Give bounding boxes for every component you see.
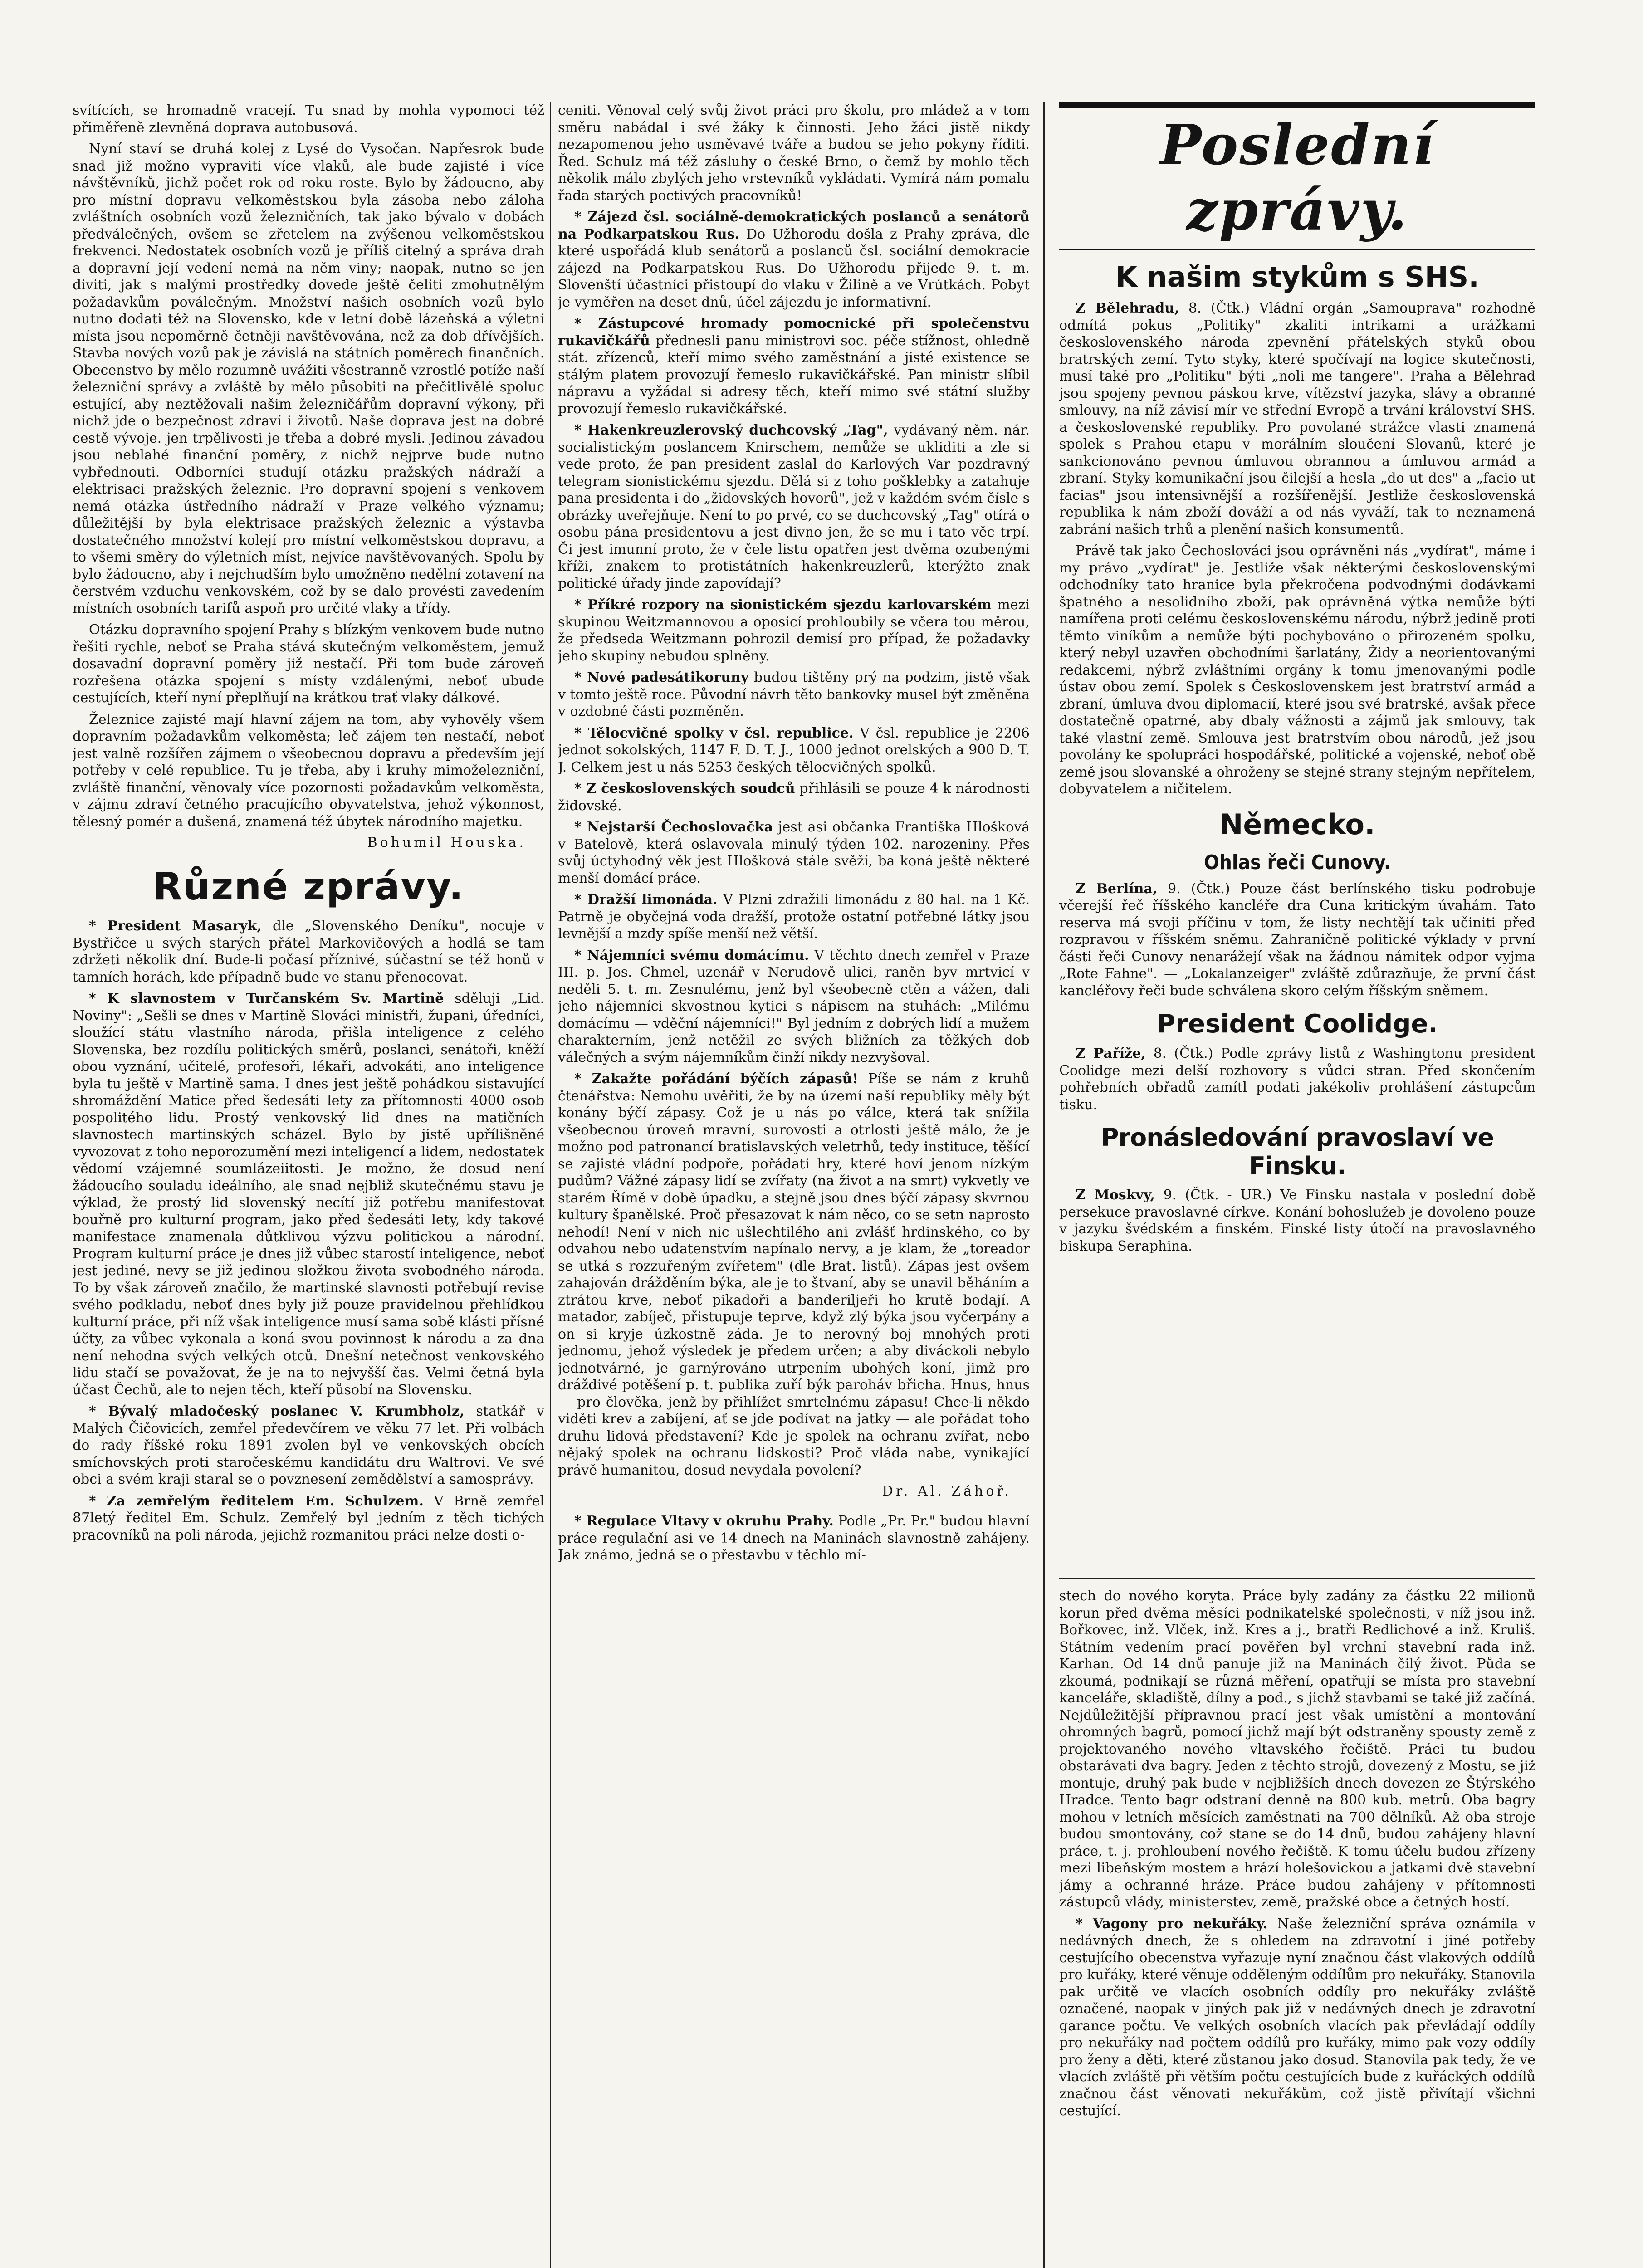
news-body: sděluji „Lid. Noviny": „Sešli se dnes v Martině Slováci ministři, župani, úředníci, sloužící státu vlastního národa, přišla inteligence z celého Slovenska, bez rozdílu politických směrů, poslanci, senátoři, kněží obou vyznání, učitelé, profesoři, lékaři, advokáti, ano inteligence byla tu ještě v Martině sama. I dnes jest ještě pohádkou sistavující shromáždění Matice před šedesáti lety za přítomnosti 4000 osob pospolitého lidu. Prostý venkovský lid dnes na matičních slavnostech martinských scházel. Bylo by jistě upřílišněné vyvozovat z toho neporozumění mezi inteligencí a lidem, nedostatek vědomí vzájemné soumlázeiitosti. Je možno, že dosud není žádoucího souladu ideálního, ale snad nejbliž skutečnému stavu je výklad, že prostý lid slovenský necítí již potřebu manifestovat bouřně pro kulturní program, jako před šedesáti lety, kdy takové manifestace znamenala důtklivou výzvu politickou a národní. Program kulturní práce je dnes již vůbec starostí inteligence, neboť jest jediné, nevy se již jedinou složkou života svobodného národa. To by však zároveň značilo, že martinské slavnosti potřebují revise svého podkladu, neboť dnes byly již pouze pravidelnou přehlídkou kulturní práce, při níž však inteligence musí sama sobě klásti přísné účty, za vůbec vykonala a koná svou povinnost k národu a za dna není nehodna svých velkých otců. Dnešní netečnost venkovského lidu stačí se považovat, že je na to nejvyšší čas. Velmi četná byla účast Čechů, ale to nejen těch, kteří působí na Slovensku. <box>73 991 544 1398</box>
news-body: vydávaný něm. nár. socialistickým poslancem Knirschem, nemůže se ukliditi a zle si vede proto, že pan president zaslal do Karlových Var pozdravný telegram sionistickému sjezdu. Dělá si z toho pošklebky a zatahuje pana presidenta i do „židovských hovorů", jež v každém svém čísle s obrázky uveřejňuje. Není to po prvé, co se duchcovský „Tag" otírá o osobu pána presidentovu a jest divno jen, že se mu i tato věc trpí. Či jest imunní proto, že v čele listu opatřen jest dvěma ozubenými kříži, znakem to protistátních hakenkreuzlerů, kterýžto znak politické úřady jinde zapovídají? <box>558 422 1030 591</box>
news-lead: * Dražší limonáda. <box>574 892 718 908</box>
section-rule <box>1059 1578 1535 1579</box>
author-signature: Bohumil Houska. <box>367 835 526 850</box>
news-item <box>558 891 1030 943</box>
news-item <box>1059 1045 1535 1113</box>
paragraph: Otázku dopravního spojení Prahy s blízkým venkovem bude nutno řešiti rychle, neboť se Praha stává skutečným velkoměstem, jemuž dosavadní dopravní poměry již nestačí. Při tom bude zároveň rozřešena otázka spojení s místy vzdálenými, neboť ubude cestujících, kteří nyní přeplňují na krátkou trať vlaky dálkové. <box>73 622 544 706</box>
column-rule-1 <box>550 102 551 2268</box>
news-lead: * Zakažte pořádání býčích zápasů! <box>574 1071 858 1087</box>
news-lead: * Nájemníci svému domácímu. <box>574 947 809 963</box>
news-item <box>558 1513 1030 1564</box>
column-rule-2 <box>1043 102 1045 2268</box>
news-item <box>73 990 544 1398</box>
news-body: Píše se nám z kruhů čtenářstva: Nemohu uvěřiti, že by na území naší republiky měly být konány býčí zápasy. Což je u nás po válce, která tak snížila všeobecnou úroveň mravní, surovosti a otrlosti ještě málo, že je možno pod patronancí bratislavských veletrhů, tedy instituce, těšící se zajisté vládní podpoře, pořádati hry, které hoví jenom nízkým pudům? Vážné zápasy lidí se zvířaty (na život a na smrt) vykvetly ve starém Římě v době úpadku, a stejně jsou dnes býčí zápasy skvrnou kultury španělské. Proč přesazovat k nám něco, co se setn naprosto nehodí! Není v nich nic ušlechtilého ani zvlášť hrdinského, co by odvahou nebo udatenstvím napínalo nervy, a je klam, že „toreador se utká s rozzuřeným zvířetem" (dle Brat. listů). Zápas jest ovšem zahajován drážděním býka, ale je to štvaní, aby se unavil běháním a ztrátou krve, neboť pikadoři a banderiljeři ho krutě bodají. A matador, zabíječ, přistupuje teprve, když zlý býka jsou vyčerpány a on si kryje úzkostně záda. Je to nerovný boj mnohých proti jednomu, jehož výsledek je předem určen; a aby diváckoli nebylo jednotvárné, je garnýrováno utrpením ubohých koní, jimž pro dráždivé potěšení p. t. publika zuří býk paroháv břicha. Hnus, hnus — pro člověka, jenž by přihlížet smrtelnému zápasu! Chce-li někdo viděti krev a zabíjení, ať se jde podívat na jatky — ale pořádat toho druhu lidová představení? Kde je spolek na ochranu zvířat, nebo nějaký spolek na ochranu lidskosti? Proč vláda nabe, vynikající právě humanitou, dosud nevydala povolení? <box>558 1071 1030 1478</box>
news-body: Do Užhorodu došla z Prahy zpráva, dle které uspořádá klub senátorů a poslanců čsl. sociální demokracie zájezd na Podkarpatskou Rus. Do Užhorodu přijede 9. t. m. Slovenští účastníci přistoupí do vlaku v Žilině a ve Vrútkách. Pobyt je vyměřen na deset dnů, účel zájezdu je informativní. <box>558 226 1030 310</box>
news-item <box>1059 880 1535 1000</box>
latest-news-title: Poslední zprávy. <box>1159 112 1435 243</box>
news-body: 9. (Čtk. - UR.) Ve Finsku nastala v poslední době persekuce pravoslavné církve. Konání bohoslužeb je dovoleno pouze v jazyku švédském a finském. Finské listy útočí na pravoslavného biskupa Seraphina. <box>1059 1187 1535 1254</box>
news-lead: * Tělocvičné spolky v čsl. republice. <box>574 725 854 741</box>
news-item <box>558 209 1030 311</box>
author-signature: Dr. Al. Záhoř. <box>882 1483 1012 1499</box>
news-lead: * Bývalý mladočeský poslanec V. Krumbholz, <box>89 1403 465 1419</box>
section-title: Různé zprávy. <box>152 864 465 909</box>
news-item <box>558 669 1030 720</box>
article-title: Německo. <box>1219 807 1375 841</box>
paragraph: svítících, se hromadně vracejí. Tu snad by mohla vypomoci též přiměřeně zlevněná doprava autobusová. <box>73 103 544 136</box>
news-item <box>1059 1187 1535 1255</box>
news-lead: Z Moskvy, <box>1076 1187 1155 1203</box>
news-item <box>558 315 1030 417</box>
paragraph: stech do nového koryta. Práce byly zadány za částku 22 milionů korun před dvěma měsíci podnikatelské společnosti, v níž jsou inž. Bořkovec, inž. Vlček, inž. Kres a j., bratři Redlichové a inž. Kruliš. Státním vedením prací pověřen byl vrchní stavební rada inž. Karhan. Od 14 dnů panuje již na Maninách čilý život. Půda se zkoumá, podnikají se různá měření, opatřují se místa pro stavební kanceláře, skladiště, dílny a pod., s jichž stavbami se také již začíná. Nejdůležitější přípravnou prací jest však umístění a montování ohromných bagrů, pomocí jichž mají být odstraněny spousty země z projektovaného nového vltavského řečiště. Práci tu budou obstarávati dva bagry. Jeden z těchto strojů, dovezený z Mostu, se již montuje, druhý pak bude v nejbližších dnech dovezen ze Štýrského Hradce. Tento bagr odstraní denně na 800 kub. metrů. Oba bagry mohou v letních měsících zaměstnati na 700 dělníků. Až oba stroje budou smontovány, což stane se do 14 dnů, budou zahájeny hlavní práce, t. j. prohloubení nového řečiště. K tomu účelu budou zřízeny mezi libeňským mostem a hrází holešovickou a jatkami dvě stavební jámy a ochranné hráze. Práce budou zahájeny v přítomnosti zástupců vlády, ministerstev, země, pražské obce a četných hostí. <box>1059 1588 1535 1910</box>
news-lead: * Zástupcové hromady pomocnické při společenstvu rukavičkářů <box>558 316 1030 349</box>
paragraph: Nyní staví se druhá kolej z Lysé do Vysočan. Napřesrok bude snad již možno vypraviti více vlaků, ale bude zajisté i více návštěvníků, jichž počet rok od roku roste. Bylo by žádoucno, aby pro místní dopravu velkoměstskou byla zásoba nebo záloha zvláštních osobních vozů železničních, tak jako bývalo v dobách předválečných, ovšem se zřetelem na zvýšenou velkoměstskou frekvenci. Nedostatek osobních vozů je příliš citelný a správa drah a dopravní její vedení nemá na něm viny; naopak, nutno se jen diviti, jak s malými prostředky dovede ještě čeliti zmohutnělým požadavkům poválečným. Množství našich osobních vozů bylo nutno dodati též na Slovensko, kde v letní době lázeňská a výletní místa jsou nepoměrně četněji navštěvována, než za dob dřívějších. Stavba nových vozů pak je závislá na státních poměrech finančních. Obecenstvo by mělo rozumně uvážiti všestranně vzrostlé potíže naší železniční správy a zvláště by mělo působiti na přečitlivělé spoluc estující, aby neztěžovali našim železničářům dopravní výkony, při nichž jde o bezpečnost zdraví i životů. Naše doprava jest na dobré cestě vývoje. jen trpělivosti je třeba a dobré mysli. Jedinou závadou jsou neblahé finanční poměry, z nichž nejprve bude nutno vybřednouti. Odborníci studují otázku pražských nádraží a elektrisaci pražských železnic. Pro dopravní spojení s venkovem nemá otázka ústředního nádraží v Praze velkého významu; důležitější by byla elektrisace pražských železnic a výstavba dostatečného množství kolejí pro místní velkoměstskou dopravu, a to všemi směry do výletních míst, nejvíce navštěvovaných. Spolu by bylo žádoucno, aby i nejchudším bylo umožněno nedělní zotavení na čerstvém vzduchu venkovském, což by se dalo provésti zavedením místních osobních tarifů aspoň pro určité vlaky a třídy. <box>73 141 544 616</box>
news-body: přihlásili se pouze 4 k národnosti židovské. <box>558 781 1030 814</box>
news-body: 8. (Čtk.) Podle zprávy listů z Washingtonu president Coolidge mezi delší rozhovory s vůdci stran. Před skončením pohřebních obřadů zamítl podati jakékoliv prohlášení zástupcům tisku. <box>1059 1046 1535 1113</box>
news-lead: * Za zemřelým ředitelem Em. Schulzem. <box>89 1493 424 1509</box>
news-item <box>558 1070 1030 1479</box>
news-body: Podle „Pr. Pr." budou hlavní práce regulační asi ve 14 dnech na Maninách slavnostně zahájeny. Jak známo, jedná se o přestavbu v těchlo mí- <box>558 1513 1030 1563</box>
news-item <box>558 947 1030 1066</box>
news-body: Naše železniční správa oznámila v nedávných dnech, že s ohledem na zdravotní i jiné potřeby cestujícího obecenstva vyřazuje nyní značnou část vlakových oddílů pro kuřáky, které věnuje odděleným oddílům pro nekuřáky. Stanovila pak určitě ve vlacích osobních oddíly pro nekuřáky zvláště označené, naopak v jiných pak již v nedávných dnech je zdravotní garance počtu. Ve velkých osobních vlacích pak převládají oddíly pro nekuřáky nad počtem oddílů pro kuřáky, mimo pak vozy oddíly pro ženy a děti, které zůstanou jako dosud. Stanovila pak tedy, že ve vlacích zvláště při větším počtu cestujících bude z kuřáckých oddílů značnou část věnovati nekuřákům, což jistě přivítají všichni cestující. <box>1059 1916 1535 2119</box>
paragraph: ceniti. Věnoval celý svůj život práci pro školu, pro mládež a v tom směru nabádal i své žáky k činnosti. Jeho žáci jistě nikdy nezapomenou jeho usměvavé tváře a budou se jeho pokyny říditi. Řed. Schulz má též zásluhy o české Brno, o čemž by mohlo těch několik málo zbylých jeho vrstevníků vykládati. Vymírá nám pomalu řada starých poctivých pracovníků! <box>558 103 1030 204</box>
column-3-continuation <box>1059 1588 1535 2268</box>
news-item <box>558 819 1030 887</box>
paragraph: Právě tak jako Čechoslováci jsou oprávněni nás „vydírat", máme i my právo „vydírat" je. Jestliže však některými československými odchodníky tato hranice byla překročena podvodnými dodávkami špatného a nesolidního zboží, pak oprávněná výtka nemůže býti namířena proti celému československému národu, nýbrž jedině proti těmto viníkům a nemůže býti pochybováno o přirozeném spolku, který nebyl uzavřen obchodními šarlatány, Židy a neorientovanými redakcemi, nýbrž zvláštními orgány k tomu jmenovanými podle ústav obou zemí. Spolek s Československem jest bratrství armád a zbraní, úmluva dvou diplomacií, které jsou své bratrské, avšak přece dostatečně opatrné, aby dbaly vážnosti a zájmů jak smlouvy, tak také vlastní země. Smlouva jest bratrstvím obou národů, jež jsou povolány ke spolupráci hospodářské, politické a vojenské, neboť obě země jsou slovanské a ohroženy se stejné strany stejným nepřítelem, dobyvatelem a ničitelem. <box>1059 543 1535 797</box>
news-body: přednesli panu ministrovi soc. péče stížnost, ohledně stát. zřízenců, kteří mimo svého zaměstnání a jisté existence se stálým platem provozují řemeslo rukavičkářské. Pan ministr slíbil nápravu a vyžádal si adresy těch, kteří mimo své státní služby provozují řemeslo rukavičkářské. <box>558 332 1030 417</box>
news-body: dle „Slovenského Deníku", nocuje v Bystřičce u svých starých přátel Markovičových a hodlá se tam zdržeti několik dní. Bude-li počasí příznivé, súčastní se též honů v tamních horách, kde případně bude ve stanu přenocovat. <box>73 918 544 985</box>
column-3-latest-news <box>1059 102 1535 1572</box>
news-item <box>558 422 1030 592</box>
article-title: K našim stykům s SHS. <box>1115 260 1479 293</box>
news-lead: * Nejstarší Čechoslovačka <box>574 819 773 835</box>
news-lead: Z Bělehradu, <box>1076 300 1179 316</box>
news-item <box>558 780 1030 814</box>
news-lead: * Regulace Vltavy v okruhu Prahy. <box>574 1513 834 1529</box>
news-item <box>73 918 544 986</box>
news-lead: * Z československých soudců <box>574 781 795 797</box>
news-body: V čsl. republice je 2206 jednot sokolských, 1147 F. D. T. J., 1000 jednot orelských a 900 D. T. J. Celkem jest u nás 5253 českých tělocvičných spolků. <box>558 725 1030 775</box>
news-body: statkář v Malých Čičovicích, zemřel předevčírem ve věku 77 let. Při volbách do rady říšské roku 1891 zvolen byl ve venkovských obcích smíchovských proti staročeskému kandidátu dru Waltrovi. Ve své obci a svém kraji staral se o povznesení zemědělství a samosprávy. <box>73 1403 544 1487</box>
header-rule <box>1059 102 1535 108</box>
news-body: mezi skupinou Weitzmannovou a oposicí prohloubily se včera tou měrou, že předseda Weitzmann pohrozil demisí pro případ, že požadavky jeho skupiny nebudou splněny. <box>558 597 1030 664</box>
news-item <box>73 1403 544 1488</box>
paragraph: Železnice zajisté mají hlavní zájem na tom, aby vyhověly všem dopravním požadavkům velkoměsta; leč zájem ten nestačí, neboť jest valně rozšířen zájmem o všeobecnou dopravu a především její potřeby v celé republice. Tu je třeba, aby i kruhy mimoželezniční, zvláště finanční, věnovaly více pozornosti požadavkům velkoměsta, v zájmu zdraví četného pracujícího obyvatelstva, jehož výkonnost, tělesný pomér a dušená, znamená též úbytek národního majetku. <box>73 711 544 830</box>
news-body: V těchto dnech zemřel v Praze III. p. Jos. Chmel, uzenář v Nerudově ulici, raněn byv mrtvicí v neděli 5. t. m. Zesnulému, jenž byl všeobecně ctěn a vážen, dali jeho nájemníci skvostnou kytici s nápisem na stuhách: „Milému domácímu — vděční nájemníci!" Byl jedním z dobrých lidí a mužem charakterním, jenž netěžil ze svých bližních za těžkých dob válečných a svým nájemníkům činží nikdy nezvyšoval. <box>558 947 1030 1066</box>
news-body: V Brně zemřel 87letý ředitel Em. Schulz. Zemřelý byl jedním z těch tichých pracovníků na poli národa, jejichž rozmanitou práci nelze dosti o- <box>73 1493 544 1543</box>
news-body: 8. (Čtk.) Vládní orgán „Samouprava" rozhodně odmítá pokus „Politiky" zkaliti intrikami a urážkami československého národa zpevnění přátelských styků obou bratrských zemí. Tyto styky, které spočívají na logice skutečnosti, musí také pro „Politiku" býti „noli me tangere". Praha a Bělehrad jsou spojeny pevnou páskou krve, vítězství jazyka, slávy a obranné smlouvy, na níž závisí mír ve střední Evropě a trvání království SHS. a československé republiky. Pro povolané strážce vlasti znamená spolek s Prahou etapu v morálním sloučení Slovanů, které je sankcionováno pevnou úmluvou obrannou a úmluvou armád a zbraní. Styky komunikační jsou čilejší a hesla „do ut des" a „facio ut facias" jsou intensivnější a rozšířenější. Jestliže československá republika k nám zboží dováží a od nás vyváží, tak to neznamená zabrání našich trhů a plenění našich konsumentů. <box>1059 300 1535 538</box>
article-title: President Coolidge. <box>1157 1009 1438 1039</box>
news-lead: Z Paříže, <box>1076 1046 1146 1061</box>
news-item <box>558 596 1030 665</box>
news-lead: * President Masaryk, <box>89 918 262 934</box>
news-body: budou tištěny prý na podzim, jistě však v tomto ještě roce. Původní návrh těto bankovky musel být změněna v ozdobné části pozměněn. <box>558 670 1030 719</box>
article-subtitle: Ohlas řeči Cunovy. <box>1204 850 1391 874</box>
news-item <box>73 1493 544 1544</box>
column-1 <box>73 102 544 2268</box>
news-body: V Plzni zdražili limonádu z 80 hal. na 1 Kč. Patrně je obyčejná voda dražší, protože ostatní potřebné látky jsou levnější a mzdy spíše menší než větší. <box>558 892 1030 942</box>
news-lead: * Příkré rozpory na sionistickém sjezdu karlovarském <box>574 597 992 613</box>
news-lead: Z Berlína, <box>1076 880 1158 897</box>
column-2 <box>558 102 1030 2268</box>
news-lead: * Nové padesátikoruny <box>574 670 749 685</box>
news-item <box>558 725 1030 776</box>
news-item <box>1059 1916 1535 2120</box>
news-item <box>1059 300 1535 538</box>
header-rule-thin <box>1059 249 1535 250</box>
news-body: 9. (Čtk.) Pouze část berlínského tisku podrobuje včerejší řeč říšského kancléře dra Cuna kritickým úvahám. Tato reserva má svoji příčinu v tom, že listy nechtějí tak učiniti před rozpravou v říšském sněmu. Zahraničně politické výklady v první části řeči Cunovy nenarážejí však na žádnou námitek odpor vyjma „Rote Fahne". — „Lokalanzeiger" zvláště zdůrazňuje, že první část kancléřovy řeči bude schválena skoro celým říšským sněmem. <box>1059 880 1535 999</box>
news-lead: * Zájezd čsl. sociálně-demokratických poslanců a senátorů na Podkarpatskou Rus. <box>558 209 1030 242</box>
news-lead: * Vagony pro nekuřáky. <box>1076 1916 1268 1932</box>
article-title: Pronásledování pravoslaví ve Finsku. <box>1100 1123 1494 1180</box>
news-lead: * K slavnostem v Turčanském Sv. Martině <box>89 991 444 1007</box>
news-lead: * Hakenkreuzlerovský duchcovský „Tag", <box>574 422 888 438</box>
news-body: jest asi občanka Františka Hlošková v Batelově, která oslavovala minulý týden 102. narozeniny. Přes svůj úctyhodný věk jest Hlošková stále svěží, ba koná ještě některé menší domácí práce. <box>558 819 1030 886</box>
